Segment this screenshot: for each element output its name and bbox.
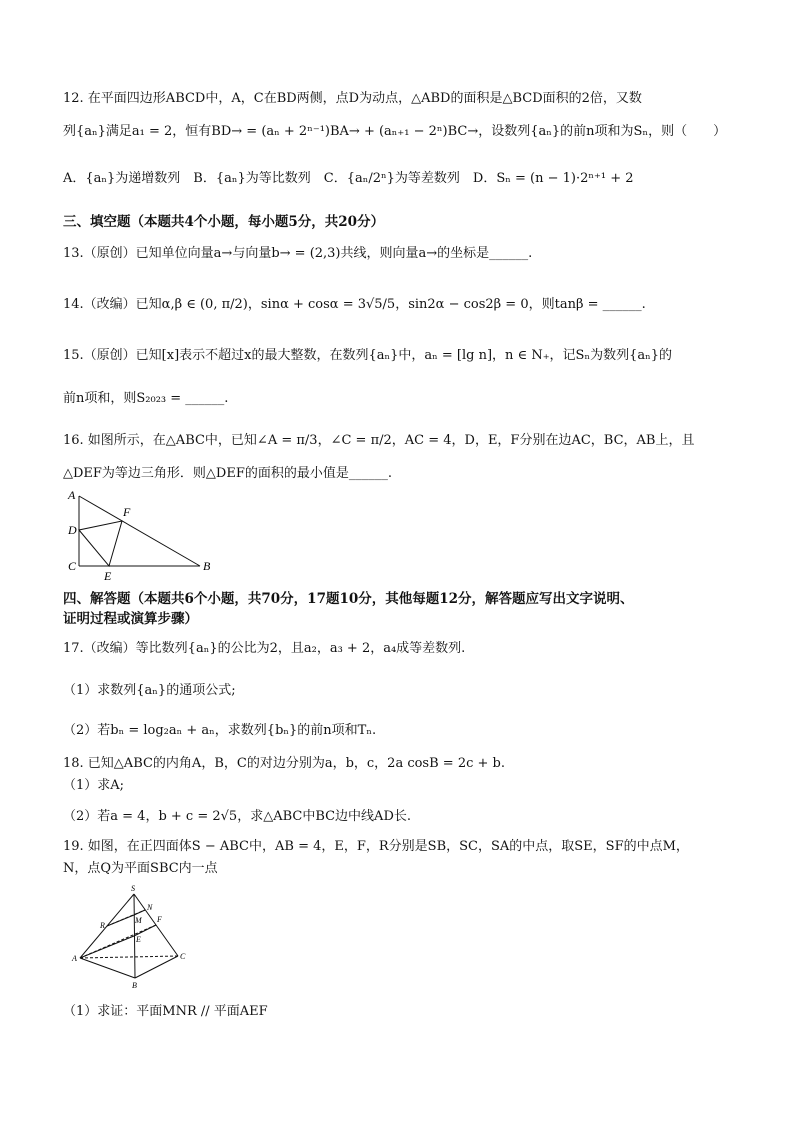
label-b: B [203, 559, 211, 573]
q19-line1: 19. 如图，在正四面体S − ABC中，AB = 4，E，F，R分别是SB，SC，SA的中点，取SE，SF的中点M， [63, 839, 689, 854]
label-e: E [104, 569, 112, 583]
segment-af [80, 925, 156, 958]
section3-heading: 三、填空题（本题共4个小题，每小题5分，共20分） [63, 214, 385, 230]
label-m: M [135, 916, 142, 925]
label-a: A [72, 954, 77, 963]
label-s: S [131, 884, 135, 893]
segment-mn [134, 910, 145, 915]
label-c: C [180, 952, 186, 961]
label-e: E [136, 935, 141, 944]
q12-line2: 列{aₙ}满足a₁ = 2，恒有BD→ = (aₙ + 2ⁿ⁻¹)BA→ + (aₙ₊₁ − 2ⁿ)BC→，设数列{aₙ}的前n项和为Sₙ，则（ ） [63, 124, 727, 139]
section4-heading-line2: 证明过程或演算步骤） [63, 611, 198, 627]
q19-tetrahedron-figure [68, 882, 193, 992]
label-c: C [68, 559, 77, 573]
label-f: F [157, 915, 162, 924]
q17-stem: 17.（改编）等比数列{aₙ}的公比为2，且a₂，a₃ + 2，a₄成等差数列. [63, 641, 466, 656]
label-d: D [68, 523, 77, 537]
q12-line1: 12. 在平面四边形ABCD中，A，C在BD两侧，点D为动点，△ABD的面积是△BCD面积的2倍，又数 [63, 91, 642, 106]
label-f: F [123, 505, 131, 519]
q17-part2: （2）若bₙ = log₂aₙ + aₙ，求数列{bₙ}的前n项和Tₙ. [63, 723, 377, 738]
q16-triangle-figure [62, 488, 222, 583]
q16-line2: △DEF为等边三角形．则△DEF的面积的最小值是______. [63, 466, 392, 481]
section4-heading-line1: 四、解答题（本题共6个小题，共70分，17题10分，其他每题12分，解答题应写出文字说明、 [63, 591, 634, 607]
edge-bc [135, 956, 178, 978]
label-r: R [100, 921, 105, 930]
q18-part1: （1）求A; [63, 778, 125, 793]
q16-line1: 16. 如图所示，在△ABC中，已知∠A = π/3，∠C = π/2，AC = 4，D，E，F分别在边AC，BC，AB上，且 [63, 433, 695, 448]
label-a: A [68, 488, 76, 502]
q19-part1: （1）求证：平面MNR // 平面AEF [63, 1004, 268, 1019]
triangle-def [79, 521, 122, 566]
q17-part1: （1）求数列{aₙ}的通项公式; [63, 683, 236, 698]
q15-line2: 前n项和，则S₂₀₂₃ = ______. [63, 391, 229, 406]
q19-line2: N，点Q为平面SBC内一点 [63, 861, 218, 876]
q18-part2: （2）若a = 4，b + c = 2√5，求△ABC中BC边中线AD长. [63, 809, 412, 824]
q15-line1: 15.（原创）已知[x]表示不超过x的最大整数，在数列{aₙ}中，aₙ = [lg n]，n ∈ N₊，记Sₙ为数列{aₙ}的 [63, 348, 673, 363]
q13: 13.（原创）已知单位向量a→与向量b→ = (2,3)共线，则向量a→的坐标是______. [63, 246, 533, 261]
edge-ab [79, 496, 200, 566]
q18-stem: 18. 已知△ABC的内角A，B，C的对边分别为a，b，c，2a cosB = 2c + b. [63, 756, 505, 771]
label-b: B [132, 981, 137, 990]
segment-ae [80, 936, 134, 958]
q14: 14.（改编）已知α,β ∈ (0, π/2)，sinα + cosα = 3√5/5，sin2α − cos2β = 0，则tanβ = ______. [63, 297, 646, 312]
label-n: N [147, 903, 153, 912]
edge-ab [80, 958, 135, 978]
q12-options: A．{aₙ}为递增数列 B．{aₙ}为等比数列 C．{aₙ/2ⁿ}为等差数列 D．Sₙ = (n − 1)·2ⁿ⁺¹ + 2 [63, 171, 634, 186]
edge-ac-hidden [80, 956, 178, 958]
